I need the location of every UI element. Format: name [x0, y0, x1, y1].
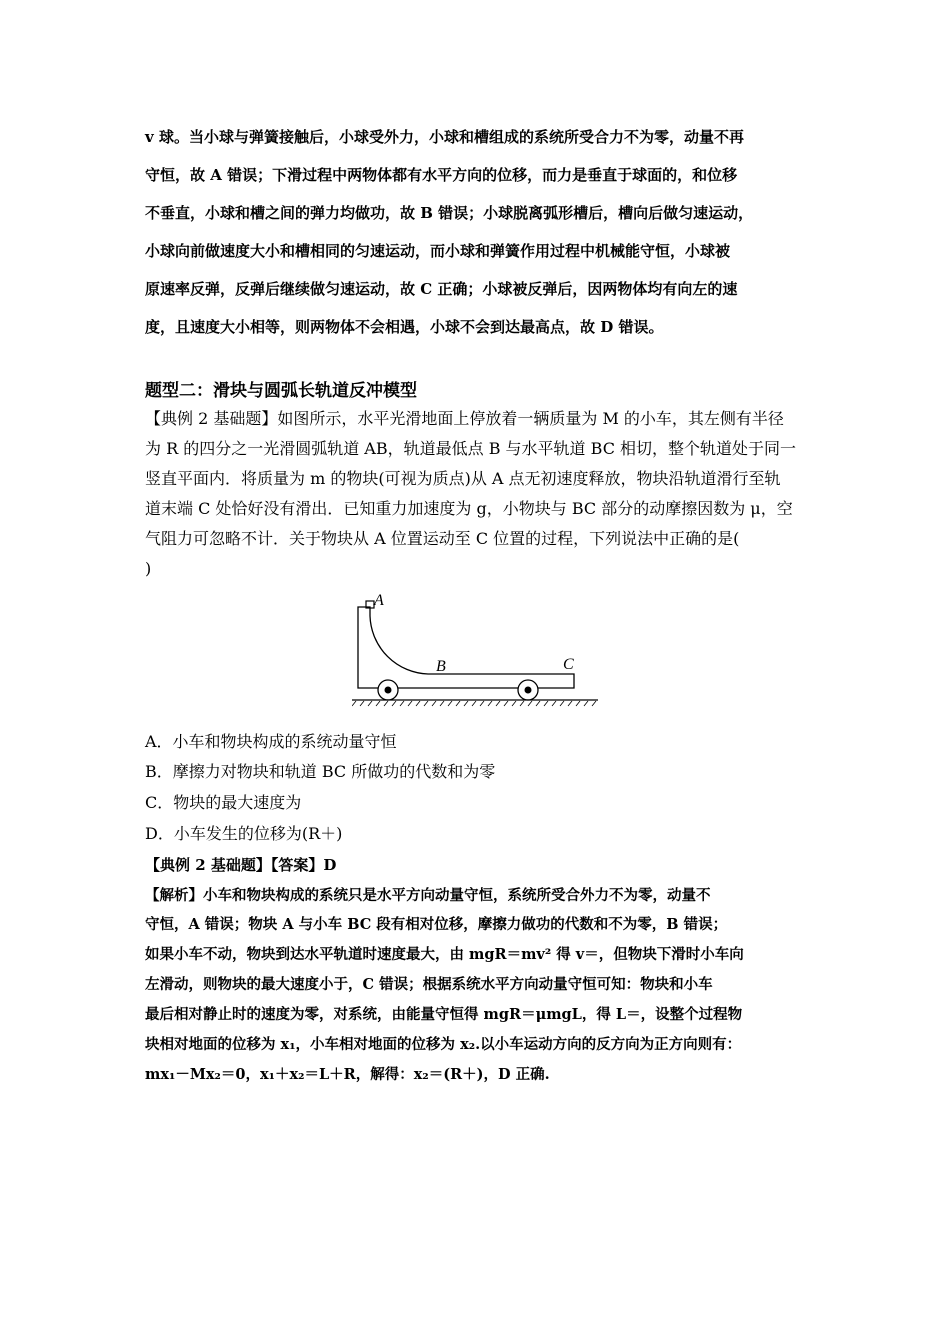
text-line: 块相对地面的位移为 x₁，小车相对地面的位移为 x₂.以小车运动方向的反方向为正方向则有：: [145, 1036, 742, 1053]
text-line: ): [145, 559, 152, 578]
label-b: B: [436, 658, 446, 675]
text-line: 守恒，A 错误；物块 A 与小车 BC 段有相对位移，摩擦力做功的代数和不为零，B 错误；: [145, 916, 728, 933]
label-c: C: [563, 656, 574, 673]
option-a: A．小车和物块构成的系统动量守恒: [145, 732, 397, 751]
text-line: 守恒，故 A 错误；下滑过程中两物体都有水平方向的位移，而力是垂直于球面的，和位移: [145, 166, 738, 184]
text-line: 【解析】小车和物块构成的系统只是水平方向动量守恒，系统所受合外力不为零，动量不: [145, 887, 711, 904]
section-heading: 题型二：滑块与圆弧长轨道反冲模型: [145, 381, 417, 401]
cart-track-diagram: [352, 590, 602, 708]
text-line: v 球。当小球与弹簧接触后，小球受外力，小球和槽组成的系统所受合力不为零，动量不再: [145, 128, 744, 146]
text-line: 不垂直，小球和槽之间的弹力均做功，故 B 错误；小球脱离弧形槽后，槽向后做匀速运动，: [145, 204, 754, 222]
text-line: 度，且速度大小相等，则两物体不会相遇，小球不会到达最高点，故 D 错误。: [145, 318, 664, 336]
text-line: 最后相对静止时的速度为零，对系统，由能量守恒得 mgR＝μmgL，得 L＝，设整个过程物: [145, 1006, 743, 1023]
text-line: 如果小车不动，物块到达水平轨道时速度最大，由 mgR＝mv² 得 v＝，但物块下滑时小车向: [145, 946, 744, 963]
text-line: 小球向前做速度大小和槽相同的匀速运动，而小球和弹簧作用过程中机械能守恒，小球被: [145, 242, 731, 260]
text-line: 气阻力可忽略不计．关于物块从 A 位置运动至 C 位置的过程，下列说法中正确的是(: [145, 529, 740, 548]
cart-track-figure: [352, 590, 602, 708]
text-line: 为 R 的四分之一光滑圆弧轨道 AB，轨道最低点 B 与水平轨道 BC 相切，整个轨道处于同一: [145, 439, 797, 458]
wheel-left-axle: [385, 687, 392, 694]
text-line: 左滑动，则物块的最大速度小于，C 错误；根据系统水平方向动量守恒可知：物块和小车: [145, 976, 713, 993]
ground-hatching: [352, 701, 596, 706]
text-line: 竖直平面内．将质量为 m 的物块(可视为质点)从 A 点无初速度释放，物块沿轨道滑行至轨: [145, 469, 781, 488]
text-line: mx₁－Mx₂＝0，x₁＋x₂＝L＋R，解得：x₂＝(R＋)，D 正确.: [145, 1066, 550, 1083]
option-b: B．摩擦力对物块和轨道 BC 所做功的代数和为零: [145, 762, 496, 781]
label-a: A: [374, 592, 384, 609]
text-line: 【典例 2 基础题】如图所示，水平光滑地面上停放着一辆质量为 M 的小车，其左侧有半径: [145, 409, 784, 428]
answer-line: 【典例 2 基础题】【答案】D: [145, 856, 337, 874]
wheel-right-axle: [525, 687, 532, 694]
text-line: 原速率反弹，反弹后继续做匀速运动，故 C 正确；小球被反弹后，因两物体均有向左的速: [145, 280, 738, 298]
text-line: 道末端 C 处恰好没有滑出．已知重力加速度为 g，小物块与 BC 部分的动摩擦因数为 μ，空: [145, 499, 793, 518]
track-outline: [358, 607, 574, 688]
option-c: C．物块的最大速度为: [145, 793, 302, 812]
option-d: D．小车发生的位移为(R＋): [145, 824, 343, 843]
